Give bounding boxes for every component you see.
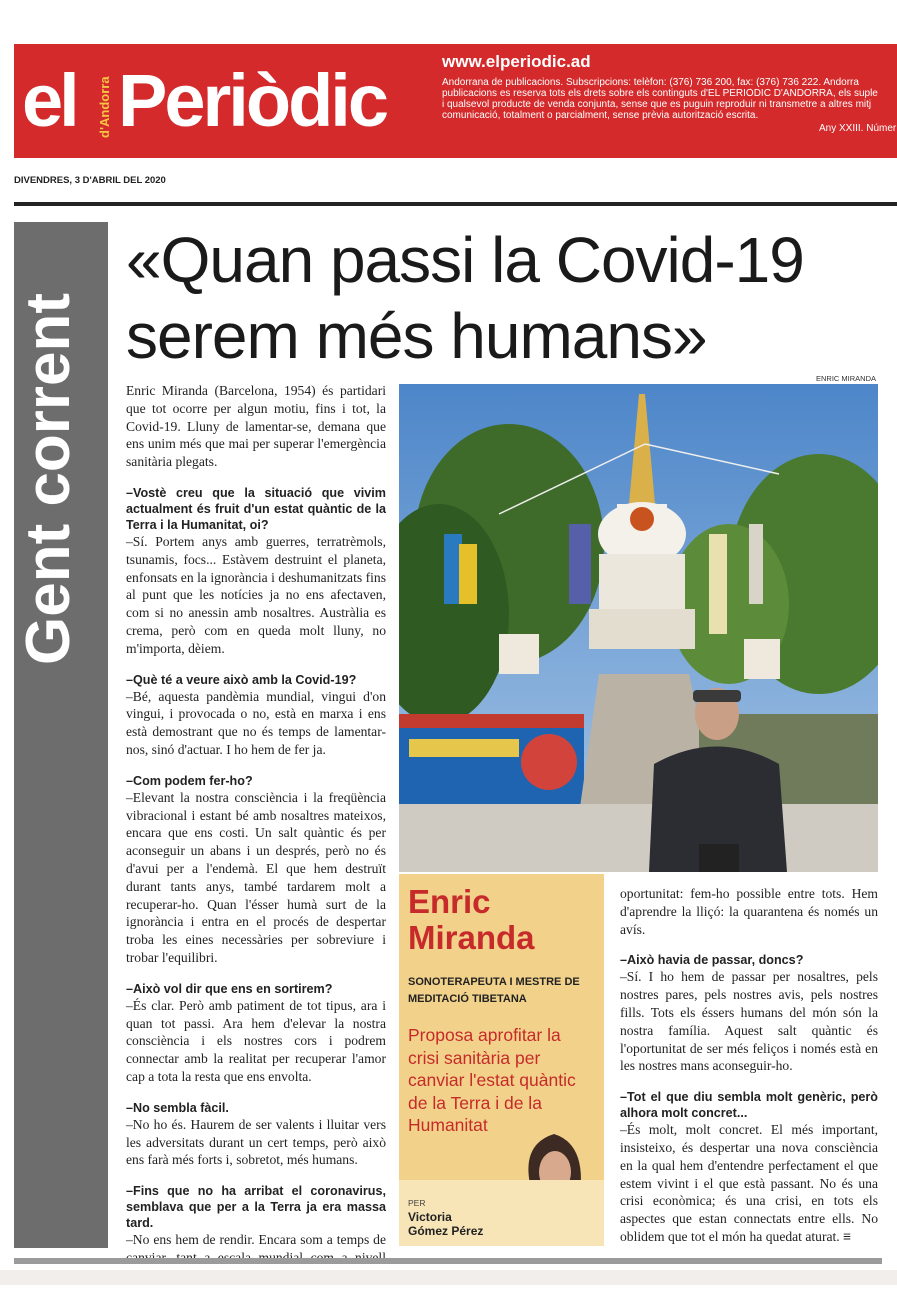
continued-answer: oportunitat: fem-ho possible entre tots. Hem d'aprendre la lliçó: la quarantena és només un avís. bbox=[620, 886, 878, 937]
logo-periodic: Periòdic bbox=[118, 59, 386, 142]
end-mark-icon: ≡ bbox=[843, 1228, 852, 1244]
answer: –Sí. I ho hem de passar per nosaltres, pels nostres pares, pels nostres avis, pels nostres fills. Tots els éssers humans del món són la nostra família. Aquest salt quàntic és l'oportunitat de ser més feliços i només està en les nostres mans aconseguir-ho. bbox=[620, 969, 878, 1074]
profile-box bbox=[399, 874, 604, 1246]
answer: –Bé, aquesta pandèmia mundial, vingui d'on vingui, i provocada o no, està en marxa i ens està demostrant que no és temps de lamentar-nos, sinó d'actuar. I ho hem de fer ja. bbox=[126, 688, 386, 757]
section-label: Gent corrent bbox=[14, 292, 83, 665]
logo-dandorra: d'Andorra bbox=[97, 76, 112, 138]
answer: –És clar. Però amb patiment de tot tipus, ara i quan tot passi. Ara hem d'elevar la nostra consciència i els nostres cors i podrem connectar amb la realitat per recuperar l'amor cap a tota la resta que ens envolta. bbox=[126, 997, 386, 1084]
top-rule bbox=[14, 202, 897, 206]
question: –Vostè creu que la situació que vivim actualment és fruit d'un estat quàntic de la Terra i la Humanitat, oi? bbox=[126, 485, 386, 532]
question: –Això havia de passar, doncs? bbox=[620, 953, 804, 968]
page-edge bbox=[0, 1270, 897, 1285]
issue-date: DIVENDRES, 3 D'ABRIL DEL 2020 bbox=[14, 175, 166, 186]
question: –Com podem fer-ho? bbox=[126, 773, 253, 788]
question: –Fins que no ha arribat el coronavirus, semblava que per a la Terra ja era massa tard. bbox=[126, 1184, 386, 1231]
article-column-3 bbox=[620, 885, 878, 1260]
photo-credit: ENRIC MIRANDA bbox=[816, 374, 877, 383]
profile-name: Enric Miranda bbox=[408, 883, 535, 956]
answer: –No ho és. Haurem de ser valents i lluitar vers les adversitats durant un cert temps, però això ens farà més forts i, sobretot, més humans. bbox=[126, 1116, 386, 1168]
masthead bbox=[14, 44, 897, 158]
answer: –Elevant la nostra consciència i la freqüència vibracional i estant bé amb nosaltres mateixos, encara que ens costi. Un salt quàntic és per aconseguir un abans i un després, però no és d'avui per a l'endemà. El que hem destruït durant tants anys, també tardarem molt a recuperar-ho. Quan l'ésser humà surt de la ignorància i entra en el procés de despertar troba les eines necessàries per sobreviure i trobar l'equilibri. bbox=[126, 789, 386, 965]
answer: –No ens hem de rendir. Encara som a temps de bbox=[126, 1232, 386, 1248]
intro-paragraph: Enric Miranda (Barcelona, 1954) és partidari que tot ocorre per algun motiu, fins i tot, la Covid-19. Lluny de lamentar-se, demana que ens unim més que mai per superar l'emergència sanitària plegats. bbox=[126, 383, 386, 470]
legal-notice: Andorrana de publicacions. Subscripcions: telèfon: (376) 736 200, fax: (376) 736 222. Andorra publicacions es reserva tots els drets sobre els continguts d'EL PERIÒDIC D'ANDORRA, els suple i qualsevol producte de venda conjunta, sense que es puguin reproduir ni transmetre a altres mitj comunicació, totalment o parcialment, sense prèvia autorització escrita. bbox=[442, 77, 878, 121]
profile-role: SONOTERAPEUTA I MESTRE DE MEDITACIÓ TIBETANA bbox=[408, 976, 580, 1005]
answer: –És molt, molt concret. El més important, insisteixo, és despertar una nova consciència en la qual hem d'entendre perfectament el que estem vivint i el que està passant. No és una crisi econòmica; és una crisi, en tots els aspectes que estan connectats entre ells. No oblidem que tot el món ha quedat aturat. bbox=[620, 1122, 878, 1244]
question: –Tot el que diu sembla molt genèric, però alhora molt concret... bbox=[620, 1090, 878, 1121]
article-column-1 bbox=[126, 382, 386, 1298]
question: –No sembla fàcil. bbox=[126, 1100, 229, 1115]
question: –Què té a veure això amb la Covid-19? bbox=[126, 672, 357, 687]
logo-el: el bbox=[22, 59, 76, 142]
bottom-rule bbox=[14, 1258, 882, 1264]
byline-label: PER bbox=[408, 1198, 426, 1208]
profile-summary: Proposa aprofitar la crisi sanitària per canviar l'estat quàntic de la Terra i de la Humanitat bbox=[408, 1025, 576, 1135]
issue-number: Any XXIII. Númer bbox=[819, 123, 897, 134]
answer: –Sí. Portem anys amb guerres, terratrèmols, tsunamis, focs... Estàvem destruint el planeta, enfonsats en la ignorància i deshumanitzats fins al punt que les notícies ja no ens afectaven, com si no anessin amb nosaltres. Austràlia es crema, però com en queda molt lluny, no m'importa, dèiem. bbox=[126, 533, 386, 656]
headline: «Quan passi la Covid-19 serem més humans» bbox=[126, 224, 804, 372]
site-url[interactable]: www.elperiodic.ad bbox=[442, 52, 591, 71]
article-photo bbox=[399, 384, 878, 872]
byline-author: Victoria Gómez Pérez bbox=[408, 1210, 484, 1238]
byline-box bbox=[399, 1180, 604, 1246]
question: –Això vol dir que ens en sortirem? bbox=[126, 981, 333, 996]
